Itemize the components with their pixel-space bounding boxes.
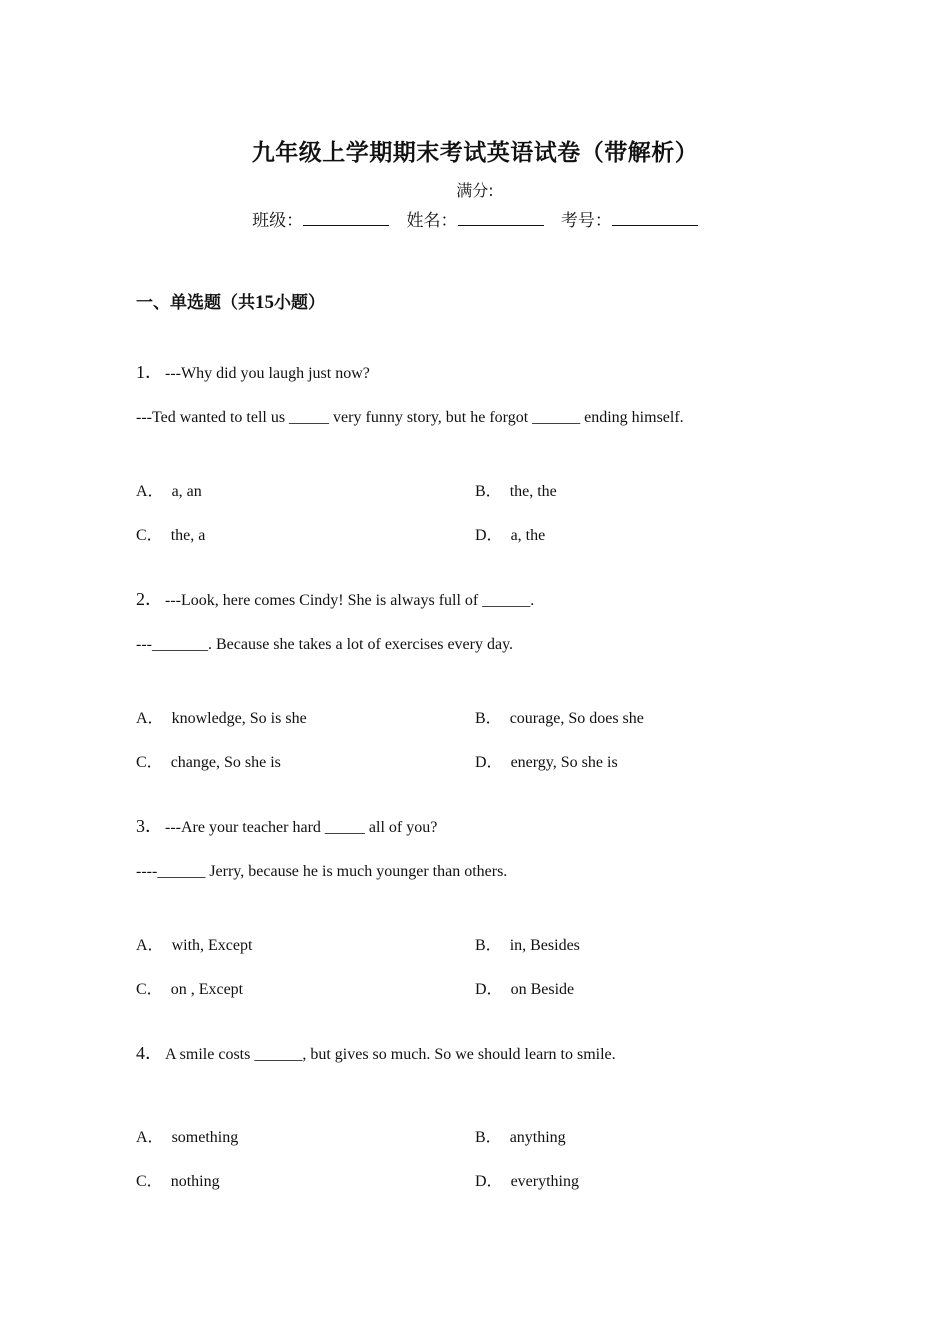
question-2-option-d[interactable]: D． energy, So she is <box>475 754 618 771</box>
section-prefix: 一、单选题（共 <box>136 293 255 313</box>
page-title: 九年级上学期期末考试英语试卷（带解析） <box>251 140 699 166</box>
name-field <box>407 211 544 231</box>
question-3-option-d[interactable]: D． on Beside <box>475 981 575 998</box>
class-label: 班级： <box>252 211 304 231</box>
question-number: 1． <box>136 362 163 382</box>
question-text: ---Are your teacher hard _____ all of you? <box>165 819 438 836</box>
question-3-stem <box>136 812 437 838</box>
question-2-line-2: ---_______. Because she takes a lot of exercises every day. <box>136 636 514 653</box>
section-suffix: 小题） <box>274 293 325 313</box>
class-blank <box>303 211 389 226</box>
question-1-line-2: ---Ted wanted to tell us _____ very funny story, but he forgot ______ ending himself. <box>136 409 684 426</box>
question-number: 4． <box>136 1043 163 1063</box>
question-3-line-2: ----______ Jerry, because he is much younger than others. <box>136 863 508 880</box>
question-1-stem <box>136 358 370 384</box>
question-4-option-a[interactable]: A． something <box>136 1129 239 1146</box>
id-field <box>561 211 698 231</box>
question-4-option-d[interactable]: D． everything <box>475 1173 579 1190</box>
question-text: ---Look, here comes Cindy! She is always full of ______. <box>165 592 535 609</box>
question-number: 3． <box>136 816 163 836</box>
question-2-option-c[interactable]: C． change, So she is <box>136 754 281 771</box>
question-3-option-a[interactable]: A． with, Except <box>136 937 253 954</box>
section-count: 15 <box>255 292 274 313</box>
question-4-stem <box>136 1039 616 1065</box>
question-4-option-b[interactable]: B． anything <box>475 1129 566 1146</box>
question-text: ---Why did you laugh just now? <box>165 365 370 382</box>
section-heading <box>136 288 325 314</box>
question-text: A smile costs ______, but gives so much. So we should learn to smile. <box>165 1046 616 1063</box>
question-1-option-b[interactable]: B． the, the <box>475 483 557 500</box>
question-1-option-a[interactable]: A． a, an <box>136 483 202 500</box>
name-blank <box>458 211 544 226</box>
score-label: 满分: <box>456 181 494 200</box>
name-label: 姓名： <box>406 211 458 231</box>
student-info-row <box>0 206 950 231</box>
question-4-option-c[interactable]: C． nothing <box>136 1173 220 1190</box>
id-blank <box>612 211 698 226</box>
id-label: 考号： <box>560 211 612 231</box>
question-number: 2． <box>136 589 163 609</box>
question-2-option-a[interactable]: A． knowledge, So is she <box>136 710 307 727</box>
question-1-option-d[interactable]: D． a, the <box>475 527 546 544</box>
class-field <box>252 211 389 231</box>
question-3-option-b[interactable]: B． in, Besides <box>475 937 580 954</box>
question-1-option-c[interactable]: C． the, a <box>136 527 206 544</box>
question-3-option-c[interactable]: C． on , Except <box>136 981 244 998</box>
question-2-stem <box>136 585 534 611</box>
question-2-option-b[interactable]: B． courage, So does she <box>475 710 644 727</box>
